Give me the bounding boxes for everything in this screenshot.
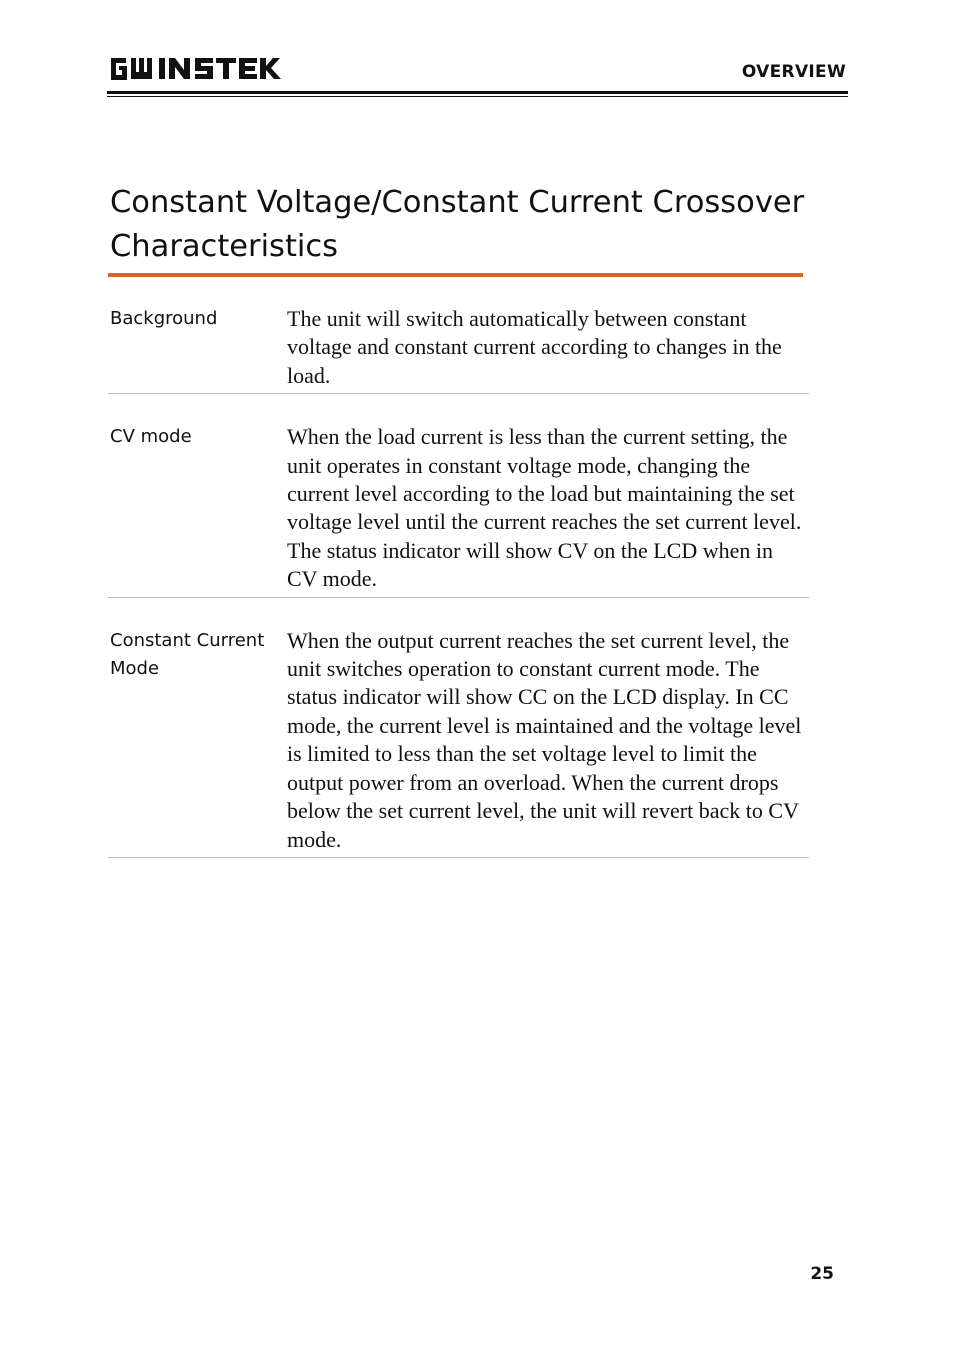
definition-row-constant-current-mode xyxy=(108,622,809,858)
definition-description: When the load current is less than the current setting, the unit operates in constant voltage mode, changing the current level according to the load but maintaining the set voltage level until the current reaches the set current level. The status indicator will show CV on the LCD when in CV mode. xyxy=(287,424,802,592)
page-number: 25 xyxy=(810,1264,834,1284)
definition-row-background xyxy=(108,300,809,394)
definition-row-cv-mode xyxy=(108,418,809,597)
header-rule-thin xyxy=(107,96,848,97)
title-underline xyxy=(108,273,803,277)
definition-table xyxy=(108,300,809,882)
definition-term: Background xyxy=(110,308,218,329)
definition-description: When the output current reaches the set current level, the unit switches operation to constant current mode. The status indicator will show CC on the LCD display. In CC mode, the current level is maintained and the voltage level is limited to less than the set voltage level to limit the output power from an overload. When the current drops below the set current level, the unit will revert back to CV mode. xyxy=(287,627,802,852)
definition-term: Constant Current Mode xyxy=(110,629,265,679)
header-rule xyxy=(107,91,848,94)
definition-description: The unit will switch automatically between constant voltage and constant current according to changes in the load. xyxy=(287,306,782,388)
definition-term: CV mode xyxy=(110,426,192,448)
page-header xyxy=(107,52,848,100)
gw-instek-logo xyxy=(109,54,281,84)
section-label: OVERVIEW xyxy=(741,62,846,82)
page-title: Constant Voltage/Constant Current Crossover Characteristics xyxy=(110,185,805,264)
